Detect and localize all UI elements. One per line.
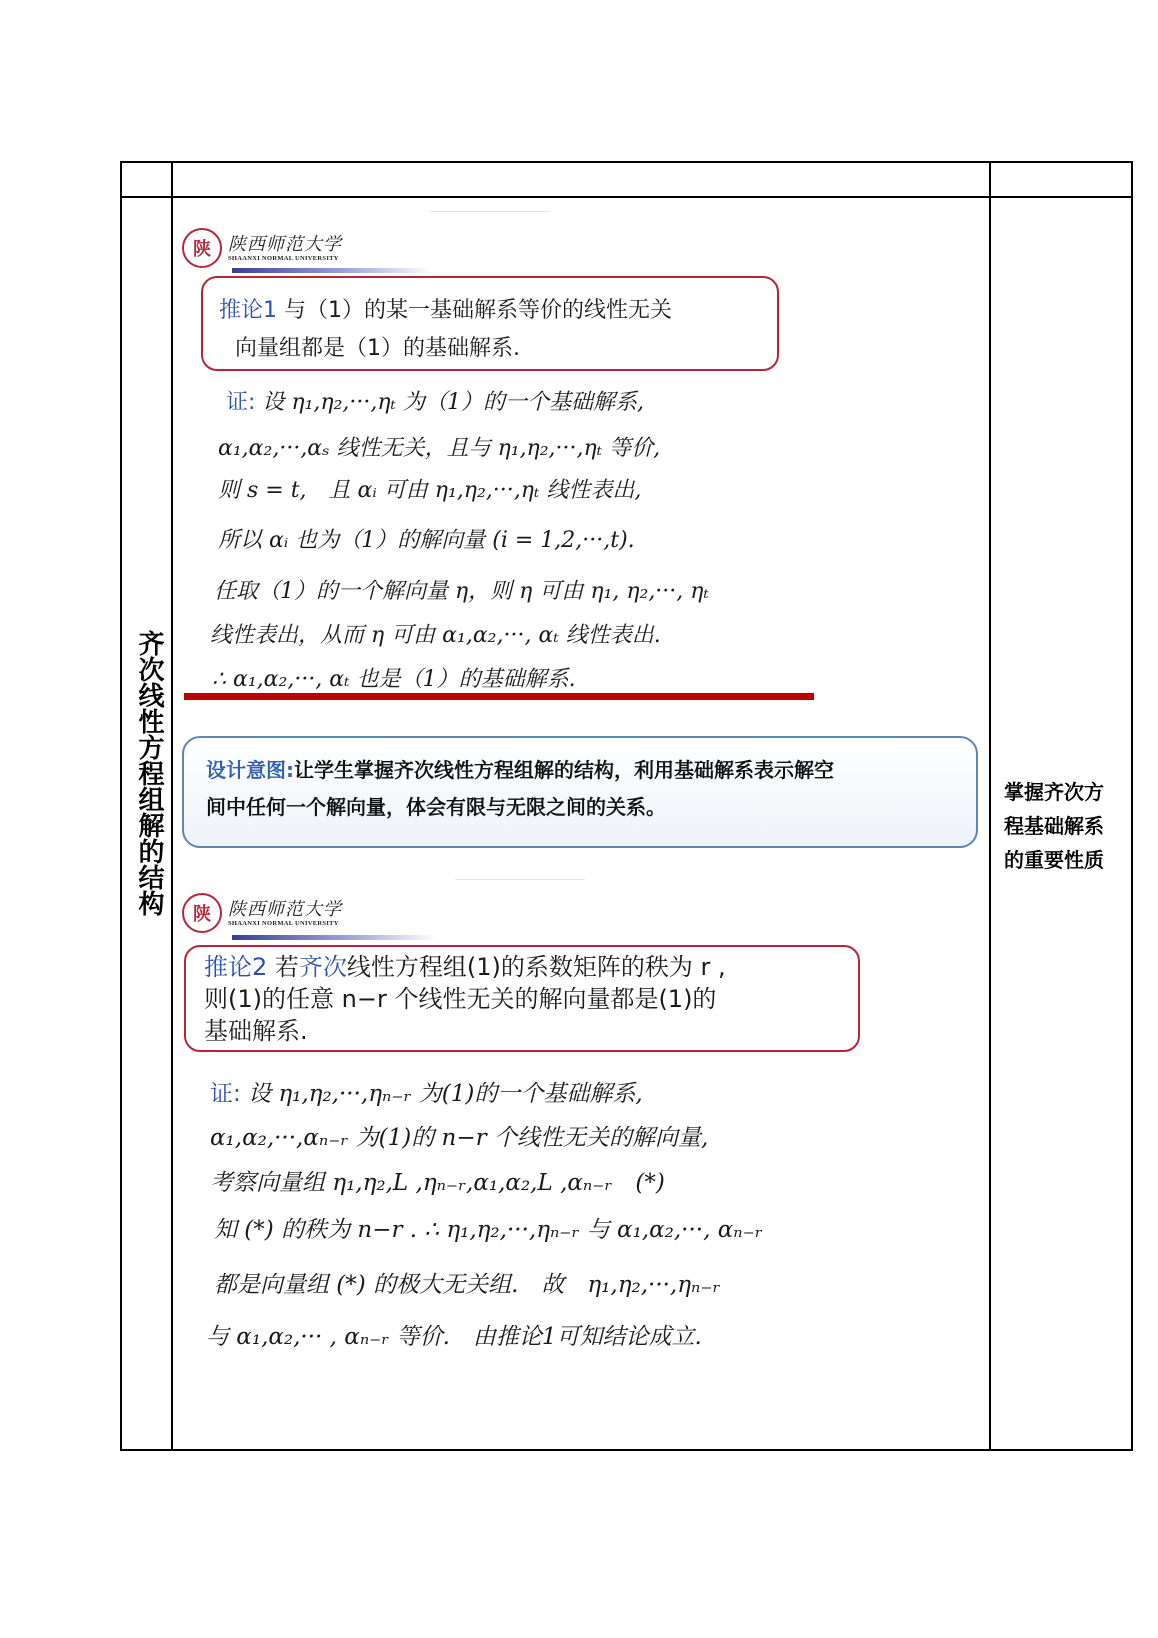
corollary1-label: 推论1: [219, 298, 277, 323]
design-intent-label: 设计意图:: [206, 758, 294, 782]
proof2-line-4: 知 (*) 的秩为 n−r . ∴ η₁,η₂,···,ηₙ₋ᵣ 与 α₁,α₂,···, αₙ₋ᵣ: [214, 1217, 763, 1243]
slide2-logo: [182, 893, 342, 933]
slide1-logo-bar: [232, 268, 432, 273]
corollary2-box: 推论2 若齐次线性方程组(1)的系数矩阵的秩为 r , 则(1)的任意 n−r 个线性无关的解向量都是(1)的 基础解系.: [184, 945, 860, 1052]
logo-name-cn: 陕西师范大学: [228, 233, 342, 255]
corollary1-line1: 与（1）的某一基础解系等价的线性无关: [284, 298, 672, 323]
proof1-line-3: 则 s = t, 且 αᵢ 可由 η₁,η₂,···,ηₜ 线性表出,: [218, 478, 642, 503]
table-divider-right: [989, 163, 991, 1449]
proof1-line-4: 所以 αᵢ 也为（1）的解向量 (i = 1,2,···,t).: [218, 528, 635, 553]
table-header-row-line: [122, 196, 1131, 198]
proof1-line-6: 线性表出，从而 η 可由 α₁,α₂,···, αₜ 线性表出.: [210, 623, 661, 648]
proof2-line-5: 都是向量组 (*) 的极大无关组. 故 η₁,η₂,···,ηₙ₋ᵣ: [214, 1272, 721, 1298]
proof2-line-3: 考察向量组 η₁,η₂,L ,ηₙ₋ᵣ,α₁,α₂,L ,αₙ₋ᵣ (*): [210, 1170, 665, 1196]
slide2-top-line: [455, 879, 585, 880]
corollary1-line2: 向量组都是（1）的基础解系.: [235, 336, 520, 361]
logo-name-en: SHAANXI NORMAL UNIVERSITY: [228, 919, 339, 927]
proof1-line-7: ∴ α₁,α₂,···, αₜ 也是（1）的基础解系.: [212, 667, 576, 692]
proof2-line-6: 与 α₁,α₂,··· , αₙ₋ᵣ 等价. 由推论1可知结论成立.: [206, 1324, 702, 1350]
university-seal-icon: 陕: [182, 893, 222, 933]
design-intent-line1: 让学生掌握齐次线性方程组解的结构，利用基础解系表示解空: [294, 758, 834, 782]
corollary2-line2: 则(1)的任意 n−r 个线性无关的解向量都是(1)的: [204, 985, 717, 1013]
section-title: 齐次线性方程组解的结构: [134, 630, 164, 916]
table-divider-left: [171, 163, 173, 1449]
corollary2-label: 推论2: [204, 953, 268, 981]
proof1-line-1: 证: 设 η₁,η₂,···,ηₜ 为（1）的一个基础解系,: [226, 390, 644, 415]
slide2-logo-bar: [232, 935, 437, 940]
design-intent-line2: 间中任何一个解向量，体会有限与无限之间的关系。: [206, 795, 666, 819]
corollary2-line3: 基础解系.: [204, 1017, 308, 1045]
right-note: 掌握齐次方程基础解系的重要性质: [1004, 780, 1104, 872]
proof2-line-1: 证: 设 η₁,η₂,···,ηₙ₋ᵣ 为(1)的一个基础解系,: [210, 1081, 643, 1107]
corollary2-qi: 齐次: [298, 953, 347, 981]
slide1-top-line: [430, 211, 550, 212]
proof1-line-5: 任取（1）的一个解向量 η，则 η 可由 η₁, η₂,···, ηₜ: [214, 579, 709, 604]
slide1-red-underline: [184, 693, 814, 700]
slide1-logo: [182, 228, 342, 268]
proof2-label: 证:: [210, 1081, 241, 1107]
logo-name-en: SHAANXI NORMAL UNIVERSITY: [228, 254, 339, 262]
proof1-line-2: α₁,α₂,···,αₛ 线性无关，且与 η₁,η₂,···,ηₜ 等价,: [218, 436, 661, 461]
proof1-label: 证:: [226, 390, 256, 415]
corollary1-box: [201, 276, 779, 371]
logo-name-cn: 陕西师范大学: [228, 898, 342, 920]
proof2-line-2: α₁,α₂,···,αₙ₋ᵣ 为(1)的 n−r 个线性无关的解向量,: [210, 1125, 709, 1151]
university-seal-icon: 陕: [182, 228, 222, 268]
design-intent-box: [182, 736, 978, 848]
